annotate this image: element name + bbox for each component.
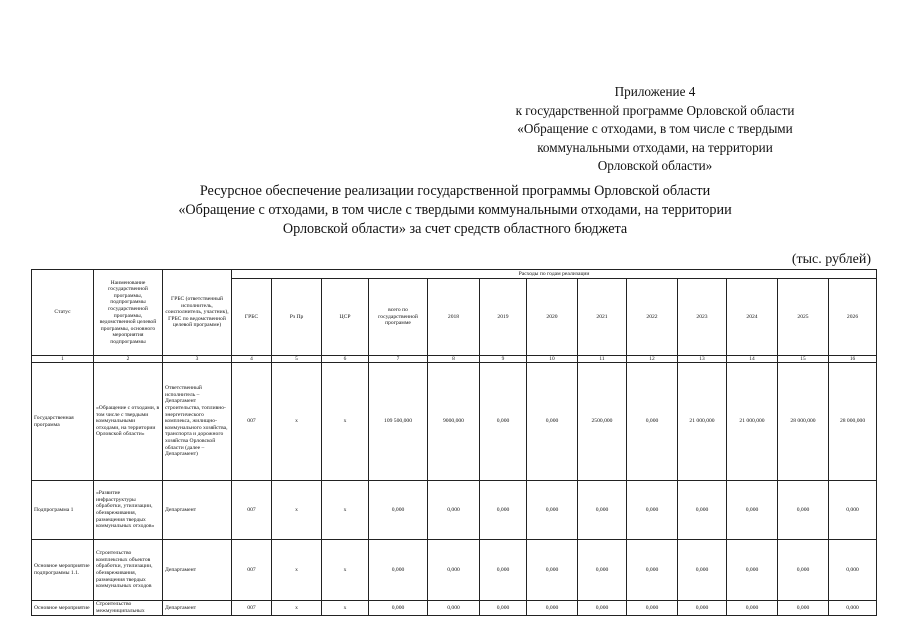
- row-2022: 0,000: [627, 481, 678, 540]
- row-2023: 0,000: [678, 601, 727, 616]
- header-col-2021: 2021: [578, 279, 627, 356]
- row-2022: 0,000: [627, 601, 678, 616]
- row-grbs: 007: [232, 601, 272, 616]
- column-number-row: [32, 356, 877, 363]
- row-2023: 0,000: [678, 540, 727, 601]
- header-row-top: [32, 270, 877, 279]
- row-total: 0,000: [369, 540, 428, 601]
- row-2023: 0,000: [678, 481, 727, 540]
- row-rzpr: х: [272, 601, 322, 616]
- row-2019: 0,000: [480, 363, 527, 481]
- appendix-line-3: «Обращение с отходами, в том числе с твердыми: [517, 121, 793, 136]
- row-2021: 0,000: [578, 601, 627, 616]
- col-number: 12: [627, 356, 678, 363]
- row-executor: Департамент: [163, 481, 232, 540]
- row-status: Государственная программа: [32, 363, 94, 481]
- row-csr: х: [322, 601, 369, 616]
- row-2019: 0,000: [480, 540, 527, 601]
- header-col-csr: ЦСР: [322, 279, 369, 356]
- row-status: Основное мероприятие: [32, 601, 94, 616]
- row-2024: 21 000,000: [727, 363, 778, 481]
- appendix-line-2: к государственной программе Орловской области: [515, 102, 795, 118]
- resource-table: [31, 269, 877, 616]
- title-line-2: «Обращение с отходами, в том числе с твердыми коммунальными отходами, на территории: [178, 202, 732, 218]
- row-status: Подпрограмма 1: [32, 481, 94, 540]
- col-number: 2: [94, 356, 163, 363]
- row-executor: Департамент: [163, 601, 232, 616]
- col-number: 14: [727, 356, 778, 363]
- row-2018: 9000,000: [428, 363, 480, 481]
- row-name: Строительство комплексных объектов обработки, утилизации, обезвреживания, размещения твердых коммунальных отходов: [94, 540, 163, 601]
- row-rzpr: х: [272, 363, 322, 481]
- row-2018: 0,000: [428, 601, 480, 616]
- row-2020: 0,000: [527, 481, 578, 540]
- document-title: [130, 182, 780, 239]
- header-col-2019: 2019: [480, 279, 527, 356]
- row-grbs: 007: [232, 540, 272, 601]
- row-2020: 0,000: [527, 601, 578, 616]
- col-number: 3: [163, 356, 232, 363]
- row-status: Основное мероприятие подпрограммы 1.1.: [32, 540, 94, 601]
- col-number: 9: [480, 356, 527, 363]
- row-executor: Департамент: [163, 540, 232, 601]
- col-number: 10: [527, 356, 578, 363]
- header-col-2022: 2022: [627, 279, 678, 356]
- table-row: [32, 481, 877, 540]
- row-total: 109 500,000: [369, 363, 428, 481]
- row-rzpr: х: [272, 540, 322, 601]
- row-2022: 0,000: [627, 363, 678, 481]
- header-col-2025: 2025: [778, 279, 829, 356]
- row-name: Строительство межмуниципальных: [94, 601, 163, 616]
- row-rzpr: х: [272, 481, 322, 540]
- col-number: 1: [32, 356, 94, 363]
- title-line-1: Ресурсное обеспечение реализации государственной программы Орловской области: [199, 183, 711, 199]
- row-2021: 0,000: [578, 540, 627, 601]
- row-2020: 0,000: [527, 540, 578, 601]
- row-2020: 0,000: [527, 363, 578, 481]
- row-name: «Развитие инфраструктуры обработки, утилизации, обезвреживания, размещения твердых коммунальных отходов»: [94, 481, 163, 540]
- row-grbs: 007: [232, 481, 272, 540]
- row-2022: 0,000: [627, 540, 678, 601]
- header-grbs: ГРБС (ответственный исполнитель, соисполнитель, участник), ГРБС по ведомственной целевой программе): [163, 270, 232, 356]
- col-number: 4: [232, 356, 272, 363]
- table-row: [32, 601, 877, 616]
- appendix-line-1: Приложение 4: [614, 84, 696, 99]
- units-label: (тыс. рублей): [791, 252, 871, 267]
- col-number: 6: [322, 356, 369, 363]
- appendix-header: [480, 83, 830, 176]
- col-number: 16: [829, 356, 877, 363]
- row-csr: х: [322, 540, 369, 601]
- col-number: 11: [578, 356, 627, 363]
- header-col-rzpr: Рз Пр: [272, 279, 322, 356]
- header-name: Наименование государственной программы, подпрограммы государственной программы, ведомственной целевой программы, основного мероприятия подпрограммы: [94, 270, 163, 356]
- row-csr: х: [322, 363, 369, 481]
- header-col-2026: 2026: [829, 279, 877, 356]
- row-2026: 0,000: [829, 540, 877, 601]
- col-number: 8: [428, 356, 480, 363]
- row-2026: 0,000: [829, 601, 877, 616]
- row-2024: 0,000: [727, 540, 778, 601]
- row-2023: 21 000,000: [678, 363, 727, 481]
- row-2024: 0,000: [727, 481, 778, 540]
- row-executor: Ответственный исполнитель – Департамент строительства, топливно-энергетического комплекса, жилищно-коммунального хозяйства, транспорта и дорожного хозяйства Орловской области (далее – Департамент): [163, 363, 232, 481]
- row-2026: 0,000: [829, 481, 877, 540]
- row-2019: 0,000: [480, 481, 527, 540]
- table-row: [32, 540, 877, 601]
- row-2019: 0,000: [480, 601, 527, 616]
- table-row: [32, 363, 877, 481]
- row-total: 0,000: [369, 481, 428, 540]
- row-2025: 0,000: [778, 540, 829, 601]
- row-total: 0,000: [369, 601, 428, 616]
- header-col-grbs: ГРБС: [232, 279, 272, 356]
- row-2026: 28 000,000: [829, 363, 877, 481]
- row-2021: 2500,000: [578, 363, 627, 481]
- col-number: 7: [369, 356, 428, 363]
- row-2025: 28 000,000: [778, 363, 829, 481]
- col-number: 15: [778, 356, 829, 363]
- appendix-line-5: Орловской области»: [597, 158, 713, 173]
- header-col-2018: 2018: [428, 279, 480, 356]
- header-status: Статус: [32, 270, 94, 356]
- appendix-line-4: коммунальными отходами, на территории: [537, 139, 773, 155]
- header-col-2020: 2020: [527, 279, 578, 356]
- header-col-total: всего по государственной программе: [369, 279, 428, 356]
- col-number: 13: [678, 356, 727, 363]
- col-number: 5: [272, 356, 322, 363]
- header-expenses: Расходы по годам реализации: [232, 270, 877, 279]
- row-2018: 0,000: [428, 540, 480, 601]
- row-2018: 0,000: [428, 481, 480, 540]
- row-2025: 0,000: [778, 601, 829, 616]
- row-2021: 0,000: [578, 481, 627, 540]
- row-2025: 0,000: [778, 481, 829, 540]
- header-col-2024: 2024: [727, 279, 778, 356]
- row-csr: х: [322, 481, 369, 540]
- header-col-2023: 2023: [678, 279, 727, 356]
- title-line-3: Орловской области» за счет средств областного бюджета: [282, 221, 628, 237]
- row-name: «Обращение с отходами, в том числе с твердыми коммунальными отходами, на территории Орловской области»: [94, 363, 163, 481]
- row-grbs: 007: [232, 363, 272, 481]
- row-2024: 0,000: [727, 601, 778, 616]
